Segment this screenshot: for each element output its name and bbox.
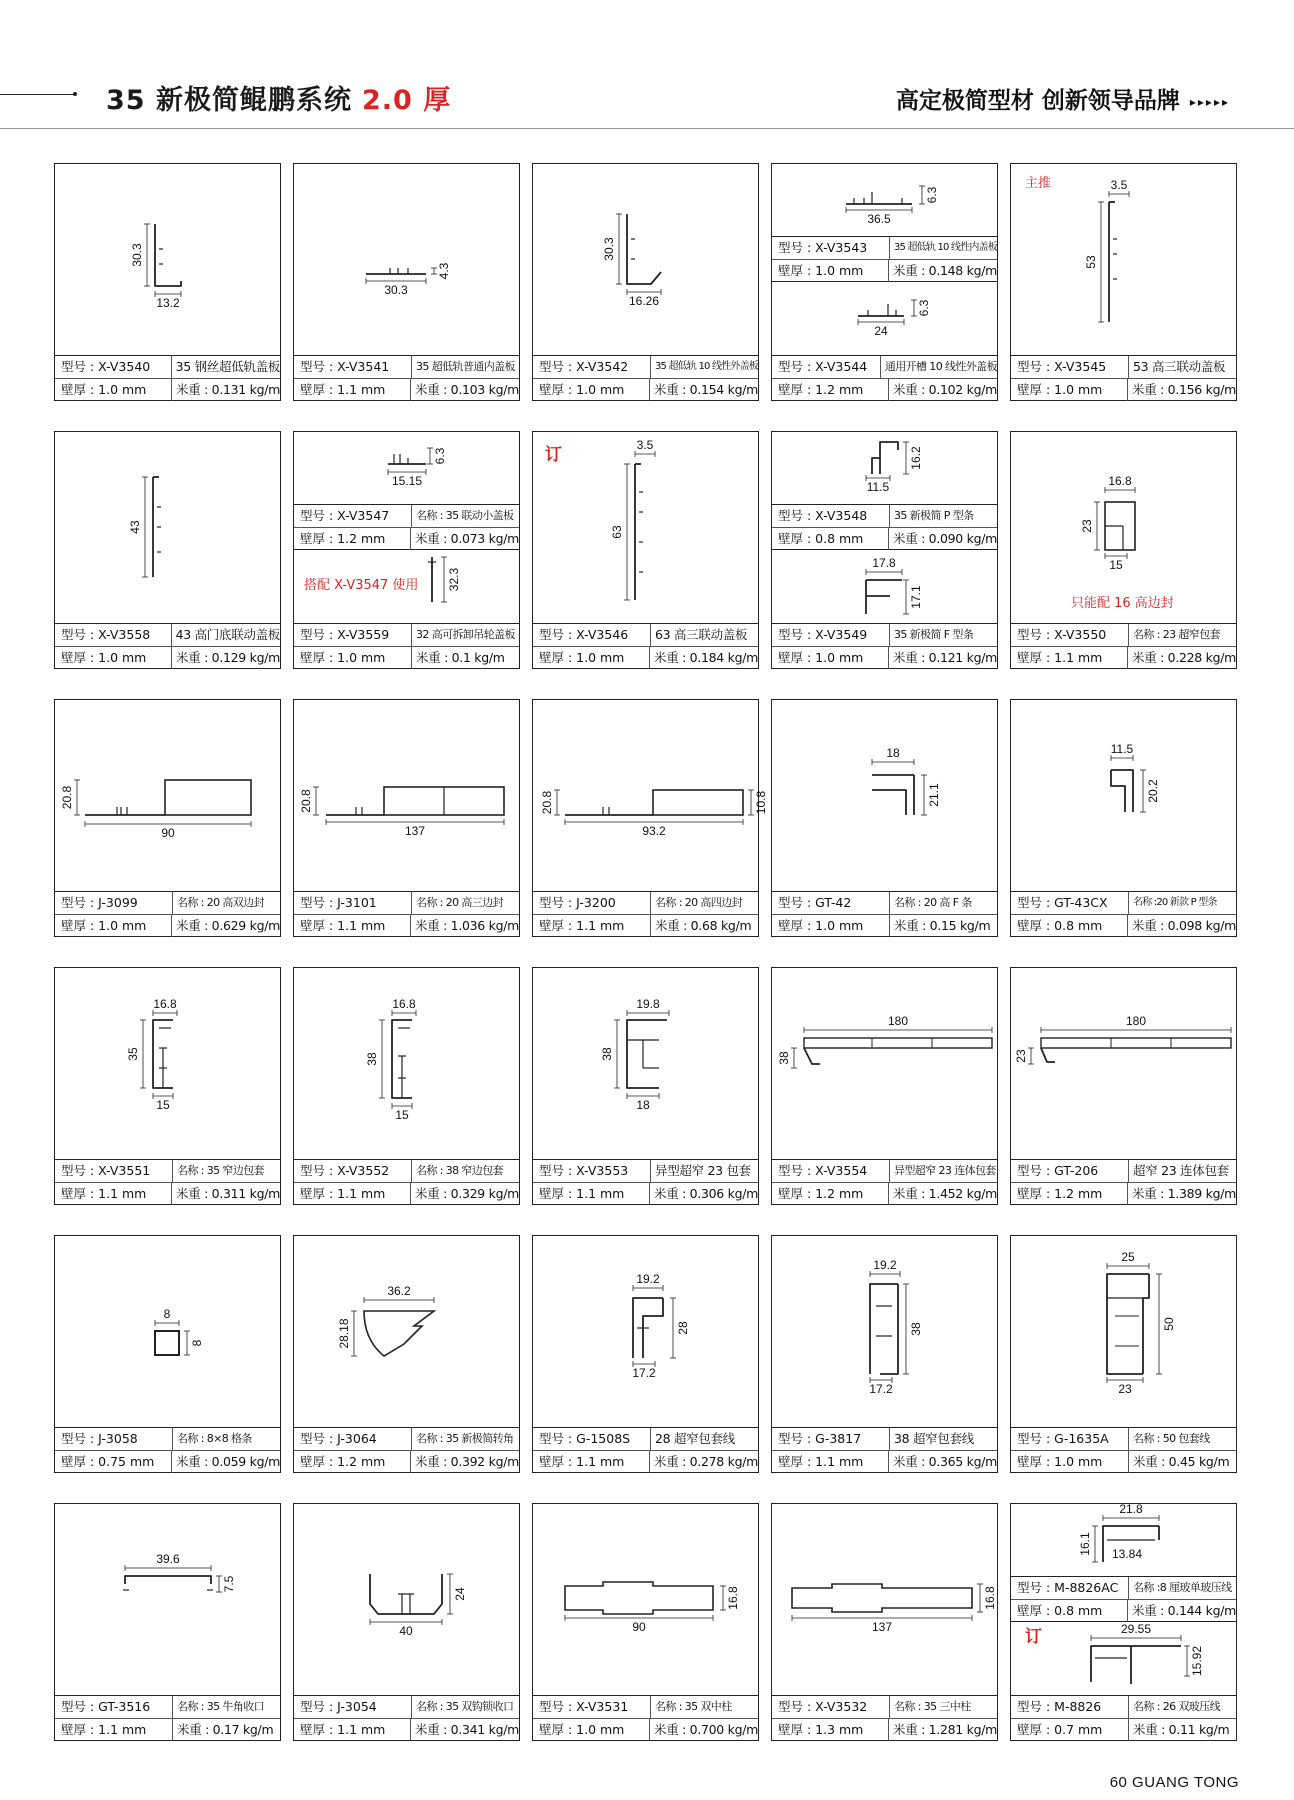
profile-card (532, 967, 759, 1205)
weight-per-meter: 米重 : 0.148 kg/m (893, 263, 997, 278)
dimension-label: 15 (156, 1098, 170, 1112)
weight-per-meter: 米重 : 0.392 kg/m (415, 1454, 519, 1469)
dimension-label: 16.8 (153, 997, 177, 1011)
wall-thickness: 壁厚 : 1.1 mm (1011, 647, 1128, 669)
spec-table (294, 1427, 519, 1472)
wall-thickness: 壁厚 : 0.8 mm (1011, 1600, 1128, 1622)
model-number: 型号 : M-8826AC (1011, 1577, 1129, 1599)
product-name: 名称 : 8×8 格条 (177, 1432, 252, 1445)
dimension-label: 137 (871, 1620, 893, 1634)
dimension-label: 90 (632, 1620, 646, 1634)
spec-table (772, 1159, 997, 1204)
product-name: 名称 : 35 新极简转角 (416, 1432, 514, 1445)
dimension-label: 17.2 (869, 1382, 893, 1396)
model-number: 型号 : X-V3545 (1011, 356, 1129, 378)
header-divider (0, 128, 1294, 129)
dimension-label: 15 (395, 1108, 409, 1122)
weight-per-meter: 米重 : 0.1 kg/m (416, 650, 505, 665)
dimension-label: 90 (161, 826, 175, 840)
weight-per-meter: 米重 : 0.098 kg/m (1132, 918, 1236, 933)
spec-table (55, 1427, 280, 1472)
model-number: 型号 : X-V3550 (1011, 624, 1129, 646)
spec-table (55, 355, 280, 400)
profile-card (1010, 699, 1237, 937)
spec-table (533, 1159, 758, 1204)
model-number: 型号 : J-3064 (294, 1428, 412, 1450)
profile-card (293, 1235, 520, 1473)
spec-table (1011, 1695, 1236, 1740)
product-name: 53 高三联动盖板 (1133, 359, 1226, 374)
model-number: 型号 : GT-3516 (55, 1696, 173, 1718)
model-number: 型号 : X-V3558 (55, 624, 172, 646)
brand-slogan: 高定极简型材 创新领导品牌 ▸▸▸▸▸ (895, 88, 1230, 114)
spec-table-secondary (294, 504, 519, 550)
profile-card (771, 431, 998, 669)
product-name: 名称 : 35 双钩锁收口 (416, 1700, 514, 1713)
weight-per-meter: 米重 : 1.389 kg/m (1132, 1186, 1236, 1201)
weight-per-meter: 米重 : 0.090 kg/m (893, 531, 997, 546)
weight-per-meter: 米重 : 0.311 kg/m (176, 1186, 280, 1201)
profile-card (771, 1235, 998, 1473)
wall-thickness: 壁厚 : 1.0 mm (55, 379, 172, 401)
weight-per-meter: 米重 : 0.131 kg/m (176, 382, 280, 397)
product-name: 名称 : 50 包套线 (1133, 1432, 1210, 1445)
dimension-label: 19.8 (636, 997, 660, 1011)
weight-per-meter: 米重 : 0.11 kg/m (1133, 1722, 1230, 1737)
model-number: 型号 : X-V3551 (55, 1160, 173, 1182)
spec-table (55, 1159, 280, 1204)
wall-thickness: 壁厚 : 1.2 mm (1011, 1183, 1128, 1205)
model-number: 型号 : X-V3553 (533, 1160, 651, 1182)
weight-per-meter: 米重 : 0.144 kg/m (1132, 1603, 1236, 1618)
model-number: 型号 : X-V3546 (533, 624, 651, 646)
product-name: 43 高门底联动盖板 (175, 627, 280, 642)
product-name: 32 高可拆卸吊轮盖板 (416, 628, 515, 641)
header-rule-left (0, 94, 75, 95)
dimension-label: 18 (636, 1098, 650, 1112)
dimension-label: 35 (126, 1047, 140, 1061)
weight-per-meter: 米重 : 1.281 kg/m (893, 1722, 997, 1737)
dimension-label: 16.8 (1108, 474, 1132, 488)
model-number: 型号 : M-8826 (1011, 1696, 1129, 1718)
wall-thickness: 壁厚 : 0.8 mm (772, 528, 889, 550)
note-label: 只能配 16 高边封 (1071, 596, 1174, 611)
dimension-label: 16.1 (1078, 1532, 1092, 1556)
dimension-label: 30.3 (602, 237, 616, 261)
model-number: 型号 : GT-206 (1011, 1160, 1129, 1182)
profile-card (532, 1503, 759, 1741)
weight-per-meter: 米重 : 0.129 kg/m (176, 650, 280, 665)
dimension-label: 30.3 (384, 283, 408, 297)
model-number: 型号 : X-V3543 (772, 237, 890, 259)
wall-thickness: 壁厚 : 1.0 mm (55, 915, 172, 937)
dimension-label: 23 (1014, 1049, 1028, 1063)
weight-per-meter: 米重 : 0.68 kg/m (655, 918, 752, 933)
product-name: 名称 : 20 高 F 条 (894, 896, 972, 909)
spec-table (294, 1159, 519, 1204)
dimension-label: 24 (874, 324, 888, 338)
dimension-label: 38 (909, 1322, 923, 1336)
profile-card (1010, 967, 1237, 1205)
product-name: 35 新极简 P 型条 (894, 509, 974, 522)
spec-table (55, 1695, 280, 1740)
product-name: 35 超低轨 10 线性外盖板 (655, 361, 758, 372)
profile-card (54, 967, 281, 1205)
wall-thickness: 壁厚 : 1.1 mm (533, 1183, 650, 1205)
weight-per-meter: 米重 : 0.278 kg/m (654, 1454, 758, 1469)
model-number: 型号 : G-1508S (533, 1428, 651, 1450)
dimension-label: 20.2 (1146, 779, 1160, 803)
wall-thickness: 壁厚 : 1.0 mm (294, 647, 412, 669)
product-name: 名称 :20 新款 P 型条 (1133, 897, 1217, 908)
weight-per-meter: 米重 : 0.306 kg/m (654, 1186, 758, 1201)
profile-card (771, 699, 998, 937)
dimension-label: 137 (404, 824, 426, 838)
dimension-label: 6.3 (433, 447, 447, 465)
wall-thickness: 壁厚 : 1.1 mm (55, 1719, 173, 1741)
profile-card (1010, 163, 1237, 401)
profile-card (54, 1235, 281, 1473)
model-number: 型号 : J-3058 (55, 1428, 173, 1450)
wall-thickness: 壁厚 : 1.0 mm (55, 647, 172, 669)
model-number: 型号 : X-V3531 (533, 1696, 651, 1718)
dimension-label: 29.55 (1120, 1622, 1152, 1636)
model-number: 型号 : X-V3549 (772, 624, 890, 646)
dimension-label: 13.2 (156, 296, 180, 310)
spec-table (1011, 1159, 1236, 1204)
dimension-label: 53 (1084, 255, 1098, 269)
dimension-label: 8 (163, 1307, 171, 1321)
wall-thickness: 壁厚 : 0.8 mm (1011, 915, 1128, 937)
wall-thickness: 壁厚 : 1.3 mm (772, 1719, 889, 1741)
weight-per-meter: 米重 : 0.184 kg/m (654, 650, 758, 665)
profile-card (293, 699, 520, 937)
profile-card (1010, 431, 1237, 669)
dimension-label: 6.3 (917, 299, 931, 317)
spec-table (55, 623, 280, 668)
spec-table (294, 355, 519, 400)
product-name: 名称 : 35 牛角收口 (177, 1700, 264, 1713)
wall-thickness: 壁厚 : 1.0 mm (533, 1719, 650, 1741)
wall-thickness: 壁厚 : 1.2 mm (294, 1451, 411, 1473)
dimension-label: 21.1 (927, 783, 941, 807)
dimension-label: 3.5 (636, 438, 654, 452)
model-number: 型号 : J-3054 (294, 1696, 412, 1718)
mullion-profile-shape (565, 1582, 713, 1614)
spec-table-secondary (772, 236, 997, 282)
product-name: 名称 : 35 联动小盖板 (416, 509, 514, 522)
dimension-label: 28.18 (337, 1318, 351, 1349)
profile-card (1010, 1503, 1237, 1741)
wall-thickness: 壁厚 : 1.1 mm (533, 915, 651, 937)
product-name: 名称 : 35 三中柱 (894, 1700, 971, 1713)
dimension-label: 7.5 (222, 1575, 236, 1593)
model-number: 型号 : G-3817 (772, 1428, 890, 1450)
wall-thickness: 壁厚 : 1.0 mm (1011, 1451, 1129, 1473)
dimension-label: 16.8 (726, 1586, 740, 1610)
model-number: 型号 : X-V3532 (772, 1696, 890, 1718)
dimension-label: 20.8 (540, 790, 554, 815)
weight-per-meter: 米重 : 0.45 kg/m (1133, 1454, 1230, 1469)
product-name: 名称 : 20 高四边封 (655, 896, 742, 909)
model-number: 型号 : J-3200 (533, 892, 651, 914)
wall-thickness: 壁厚 : 0.7 mm (1011, 1719, 1129, 1741)
note-label: 主推 (1025, 176, 1052, 191)
note-label: 搭配 X-V3547 使用 (304, 578, 419, 593)
dimension-label: 13.84 (1111, 1547, 1143, 1561)
model-number: 型号 : X-V3542 (533, 356, 651, 378)
dimension-label: 32.3 (447, 567, 461, 592)
wall-thickness: 壁厚 : 1.2 mm (294, 528, 411, 550)
dimension-label: 6.3 (925, 186, 939, 204)
profile-card (54, 1503, 281, 1741)
wall-thickness: 壁厚 : 1.1 mm (533, 1451, 650, 1473)
weight-per-meter: 米重 : 0.15 kg/m (894, 918, 991, 933)
model-number: 型号 : X-V3544 (772, 356, 881, 378)
dimension-label: 24 (453, 1587, 467, 1601)
dimension-label: 17.2 (632, 1366, 656, 1380)
product-name: 名称 : 35 双中柱 (655, 1700, 732, 1713)
dimension-label: 23 (1118, 1382, 1132, 1396)
dimension-label: 38 (777, 1051, 791, 1065)
profile-card (771, 967, 998, 1205)
weight-per-meter: 米重 : 0.102 kg/m (893, 382, 997, 397)
dimension-label: 20.8 (60, 785, 74, 810)
dimension-label: 36.5 (867, 212, 891, 226)
model-number: 型号 : X-V3547 (294, 505, 412, 527)
header-rule-dot (73, 92, 77, 96)
model-number: 型号 : X-V3541 (294, 356, 412, 378)
profile-card (54, 163, 281, 401)
spec-table (533, 623, 758, 668)
spec-table (55, 891, 280, 936)
spec-table (772, 891, 997, 936)
profile-card (532, 431, 759, 669)
profile-card (532, 1235, 759, 1473)
dimension-label: 17.1 (909, 585, 923, 609)
dimension-label: 50 (1162, 1317, 1176, 1331)
weight-per-meter: 米重 : 0.228 kg/m (1132, 650, 1236, 665)
weight-per-meter: 米重 : 0.365 kg/m (893, 1454, 997, 1469)
spec-table (1011, 355, 1236, 400)
arrows-icon: ▸▸▸▸▸ (1189, 94, 1230, 109)
weight-per-meter: 米重 : 1.452 kg/m (893, 1186, 997, 1201)
profile-card (771, 163, 998, 401)
profile-card (771, 1503, 998, 1741)
product-name: 异型超窄 23 连体包套 (894, 1164, 996, 1177)
model-number: 型号 : X-V3548 (772, 505, 890, 527)
model-number: 型号 : GT-43CX (1011, 892, 1129, 914)
spec-table (1011, 1427, 1236, 1472)
product-name: 名称 : 20 高三边封 (416, 896, 503, 909)
spec-table (772, 355, 997, 400)
wall-thickness: 壁厚 : 1.0 mm (772, 915, 890, 937)
dimension-label: 8 (190, 1339, 204, 1347)
dimension-label: 40 (399, 1624, 413, 1638)
spec-table (1011, 623, 1236, 668)
spec-table (772, 1695, 997, 1740)
model-number: 型号 : X-V3559 (294, 624, 412, 646)
profile-card (293, 967, 520, 1205)
wall-thickness: 壁厚 : 1.0 mm (772, 260, 889, 282)
spec-table (1011, 891, 1236, 936)
weight-per-meter: 米重 : 0.17 kg/m (177, 1722, 274, 1737)
profile-card (54, 699, 281, 937)
wall-thickness: 壁厚 : 1.2 mm (772, 1183, 889, 1205)
wall-thickness: 壁厚 : 1.1 mm (294, 1719, 411, 1741)
weight-per-meter: 米重 : 0.700 kg/m (654, 1722, 758, 1737)
model-number: 型号 : X-V3554 (772, 1160, 890, 1182)
profile-card (532, 699, 768, 937)
product-name: 35 新极简 F 型条 (894, 628, 974, 641)
product-name: 名称 : 20 高双边封 (177, 896, 264, 909)
weight-per-meter: 米重 : 0.103 kg/m (415, 382, 519, 397)
dimension-label: 3.5 (1110, 178, 1128, 192)
profile-card (293, 1503, 520, 1741)
profile-card (532, 163, 759, 401)
dimension-label: 16.8 (983, 1586, 997, 1610)
model-number: 型号 : GT-42 (772, 892, 890, 914)
dimension-label: 93.2 (642, 824, 666, 838)
wall-thickness: 壁厚 : 1.1 mm (772, 1451, 889, 1473)
profile-card (293, 431, 520, 669)
corner-profile-shape (364, 1311, 434, 1356)
wall-thickness: 壁厚 : 1.0 mm (1011, 379, 1128, 401)
mullion-profile-shape (792, 1584, 972, 1612)
dimension-label: 63 (610, 525, 624, 539)
product-name: 38 超窄包套线 (894, 1431, 974, 1446)
wall-thickness: 壁厚 : 0.75 mm (55, 1451, 172, 1473)
model-number: 型号 : G-1635A (1011, 1428, 1129, 1450)
product-name: 名称 : 38 窄边包套 (416, 1164, 503, 1177)
profile-card (1010, 1235, 1237, 1473)
page-footer: 60 GUANG TONG (1109, 1774, 1239, 1791)
spec-table-secondary (1011, 1576, 1236, 1622)
dimension-label: 180 (887, 1014, 909, 1028)
product-name: 63 高三联动盖板 (655, 627, 748, 642)
weight-per-meter: 米重 : 1.036 kg/m (415, 918, 519, 933)
dimension-label: 17.8 (872, 556, 896, 570)
wall-thickness: 壁厚 : 1.0 mm (533, 647, 650, 669)
page-title: 35 新极简鲲鹏系统 2.0 厚 (106, 85, 452, 116)
model-number: 型号 : J-3099 (55, 892, 173, 914)
profile-card (54, 431, 281, 669)
dimension-label: 38 (365, 1052, 379, 1066)
dimension-label: 19.2 (636, 1272, 660, 1286)
product-name: 35 钢丝超低轨盖板 (175, 359, 280, 374)
spec-table (533, 1427, 758, 1472)
product-name: 超窄 23 连体包套 (1133, 1163, 1229, 1178)
dimension-label: 15.15 (391, 474, 423, 488)
dimension-label: 11.5 (1110, 742, 1134, 756)
spec-table (772, 1427, 997, 1472)
dimension-label: 16.2 (909, 446, 923, 470)
dimension-label: 15.92 (1190, 1645, 1204, 1677)
weight-per-meter: 米重 : 0.329 kg/m (415, 1186, 519, 1201)
dimension-label: 30.3 (130, 243, 144, 267)
order-mark: 订 (1025, 1627, 1042, 1647)
model-number: 型号 : X-V3552 (294, 1160, 412, 1182)
wall-thickness: 壁厚 : 1.1 mm (294, 1183, 411, 1205)
dimension-label: 23 (1080, 519, 1094, 533)
product-name: 35 超低轨普通内盖板 (416, 360, 515, 373)
dimension-label: 10.8 (754, 790, 768, 815)
product-name: 名称 : 35 窄边包套 (177, 1164, 264, 1177)
model-number: 型号 : X-V3540 (55, 356, 172, 378)
dimension-label: 36.2 (387, 1284, 411, 1298)
weight-per-meter: 米重 : 0.154 kg/m (654, 382, 758, 397)
spec-table (533, 355, 758, 400)
product-name: 名称 :8 厘玻单玻压线 (1133, 1581, 1232, 1594)
spec-table (294, 623, 519, 668)
dimension-label: 43 (128, 520, 142, 534)
dimension-label: 38 (600, 1047, 614, 1061)
weight-per-meter: 米重 : 0.341 kg/m (415, 1722, 519, 1737)
profile-card (293, 163, 520, 401)
dimension-label: 11.5 (866, 480, 890, 494)
spec-table (533, 891, 758, 936)
product-name: 异型超窄 23 包套 (655, 1163, 751, 1178)
wall-thickness: 壁厚 : 1.2 mm (772, 379, 889, 401)
wall-thickness: 壁厚 : 1.1 mm (55, 1183, 172, 1205)
spec-table (294, 891, 519, 936)
dimension-label: 39.6 (156, 1552, 180, 1566)
dimension-label: 180 (1125, 1014, 1147, 1028)
dimension-label: 19.2 (873, 1258, 897, 1272)
weight-per-meter: 米重 : 0.073 kg/m (415, 531, 519, 546)
product-name: 28 超窄包套线 (655, 1431, 735, 1446)
wall-thickness: 壁厚 : 1.1 mm (294, 379, 411, 401)
spec-table (533, 1695, 758, 1740)
spec-table-secondary (772, 504, 997, 550)
product-name: 名称 : 23 超窄包套 (1133, 628, 1220, 641)
dimension-label: 4.3 (437, 262, 451, 280)
dimension-label: 16.8 (392, 997, 416, 1011)
dimension-label: 21.8 (1119, 1502, 1143, 1516)
dimension-label: 15 (1109, 558, 1123, 572)
wall-thickness: 壁厚 : 1.0 mm (772, 647, 889, 669)
weight-per-meter: 米重 : 0.629 kg/m (176, 918, 280, 933)
dimension-label: 18 (886, 746, 900, 760)
dimension-label: 25 (1121, 1250, 1135, 1264)
product-name: 名称 : 26 双玻压线 (1133, 1700, 1220, 1713)
spec-table (294, 1695, 519, 1740)
dimension-label: 16.26 (628, 294, 660, 308)
product-name: 通用开槽 10 线性外盖板 (884, 360, 997, 373)
order-mark: 订 (545, 445, 562, 465)
weight-per-meter: 米重 : 0.121 kg/m (893, 650, 997, 665)
model-number: 型号 : J-3101 (294, 892, 412, 914)
wall-thickness: 壁厚 : 1.1 mm (294, 915, 411, 937)
product-name: 35 超低轨 10 线性内盖板 (894, 242, 997, 253)
wall-thickness: 壁厚 : 1.0 mm (533, 379, 650, 401)
weight-per-meter: 米重 : 0.059 kg/m (176, 1454, 280, 1469)
dimension-label: 20.8 (299, 789, 313, 813)
dimension-label: 28 (676, 1321, 690, 1335)
title-accent: 2.0 厚 (361, 85, 452, 116)
spec-table (772, 623, 997, 668)
weight-per-meter: 米重 : 0.156 kg/m (1132, 382, 1236, 397)
